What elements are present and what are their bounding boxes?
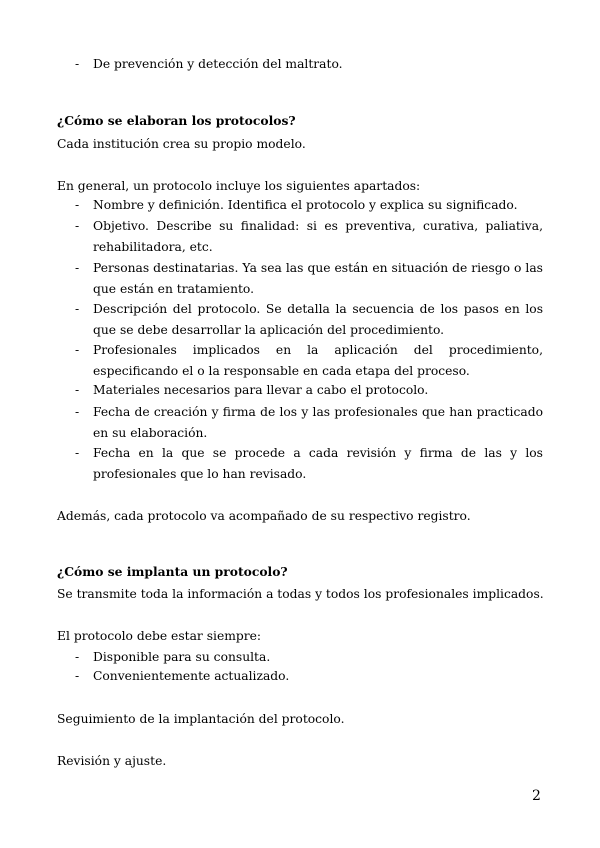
bullet-dash: - bbox=[75, 57, 80, 71]
list-item bbox=[57, 258, 543, 300]
list-item bbox=[57, 216, 543, 258]
list-item-text: Descripción del protocolo. Se detalla la secuencia de los pasos en los que se debe desarrollar la aplicación del procedimiento. bbox=[93, 302, 543, 337]
page-number: 2 bbox=[532, 788, 541, 804]
bullet-dash: - bbox=[75, 446, 80, 460]
list-item bbox=[57, 647, 543, 668]
list-item bbox=[57, 402, 543, 444]
section-heading: ¿Cómo se implanta un protocolo? bbox=[57, 564, 288, 579]
paragraph: Cada institución crea su propio modelo. bbox=[57, 137, 306, 151]
bullet-dash: - bbox=[75, 383, 80, 397]
section-heading: ¿Cómo se elaboran los protocolos? bbox=[57, 113, 296, 128]
paragraph: Además, cada protocolo va acompañado de su respectivo registro. bbox=[57, 509, 471, 523]
bullet-dash: - bbox=[75, 650, 80, 664]
paragraph: El protocolo debe estar siempre: bbox=[57, 629, 262, 643]
list-item bbox=[57, 443, 543, 485]
paragraph: Revisión y ajuste. bbox=[57, 754, 167, 768]
list-item-text: Profesionales implicados en la aplicación del procedimiento, especificando el o la responsable en cada etapa del proceso. bbox=[93, 343, 543, 378]
list-item bbox=[57, 54, 543, 75]
list-item-text: Convenientemente actualizado. bbox=[93, 669, 290, 683]
list-item bbox=[57, 299, 543, 341]
list-item-text: Materiales necesarios para llevar a cabo el protocolo. bbox=[93, 383, 429, 397]
paragraph: Seguimiento de la implantación del protocolo. bbox=[57, 712, 345, 726]
list-item bbox=[57, 195, 543, 216]
list-item-text: De prevención y detección del maltrato. bbox=[93, 57, 343, 71]
paragraph: En general, un protocolo incluye los siguientes apartados: bbox=[57, 179, 421, 193]
bullet-dash: - bbox=[75, 405, 80, 419]
list-item-text: Fecha de creación y firma de los y las profesionales que han practicado en su elaboración. bbox=[93, 405, 543, 440]
list-item-text: Disponible para su consulta. bbox=[93, 650, 271, 664]
bullet-dash: - bbox=[75, 198, 80, 212]
bullet-dash: - bbox=[75, 219, 80, 233]
list-item-text: Objetivo. Describe su finalidad: si es preventiva, curativa, paliativa, rehabilitadora, etc. bbox=[93, 219, 543, 254]
bullet-dash: - bbox=[75, 261, 80, 275]
list-item bbox=[57, 340, 543, 382]
list-item-text: Nombre y definición. Identifica el protocolo y explica su significado. bbox=[93, 198, 518, 212]
list-item bbox=[57, 380, 543, 401]
bullet-dash: - bbox=[75, 669, 80, 683]
list-item-text: Personas destinatarias. Ya sea las que están en situación de riesgo o las que están en tratamiento. bbox=[93, 261, 543, 296]
paragraph: Se transmite toda la información a todas y todos los profesionales implicados. bbox=[57, 587, 544, 601]
bullet-dash: - bbox=[75, 343, 80, 357]
list-item-text: Fecha en la que se procede a cada revisión y firma de las y los profesionales que lo han revisado. bbox=[93, 446, 543, 481]
bullet-dash: - bbox=[75, 302, 80, 316]
list-item bbox=[57, 666, 543, 687]
